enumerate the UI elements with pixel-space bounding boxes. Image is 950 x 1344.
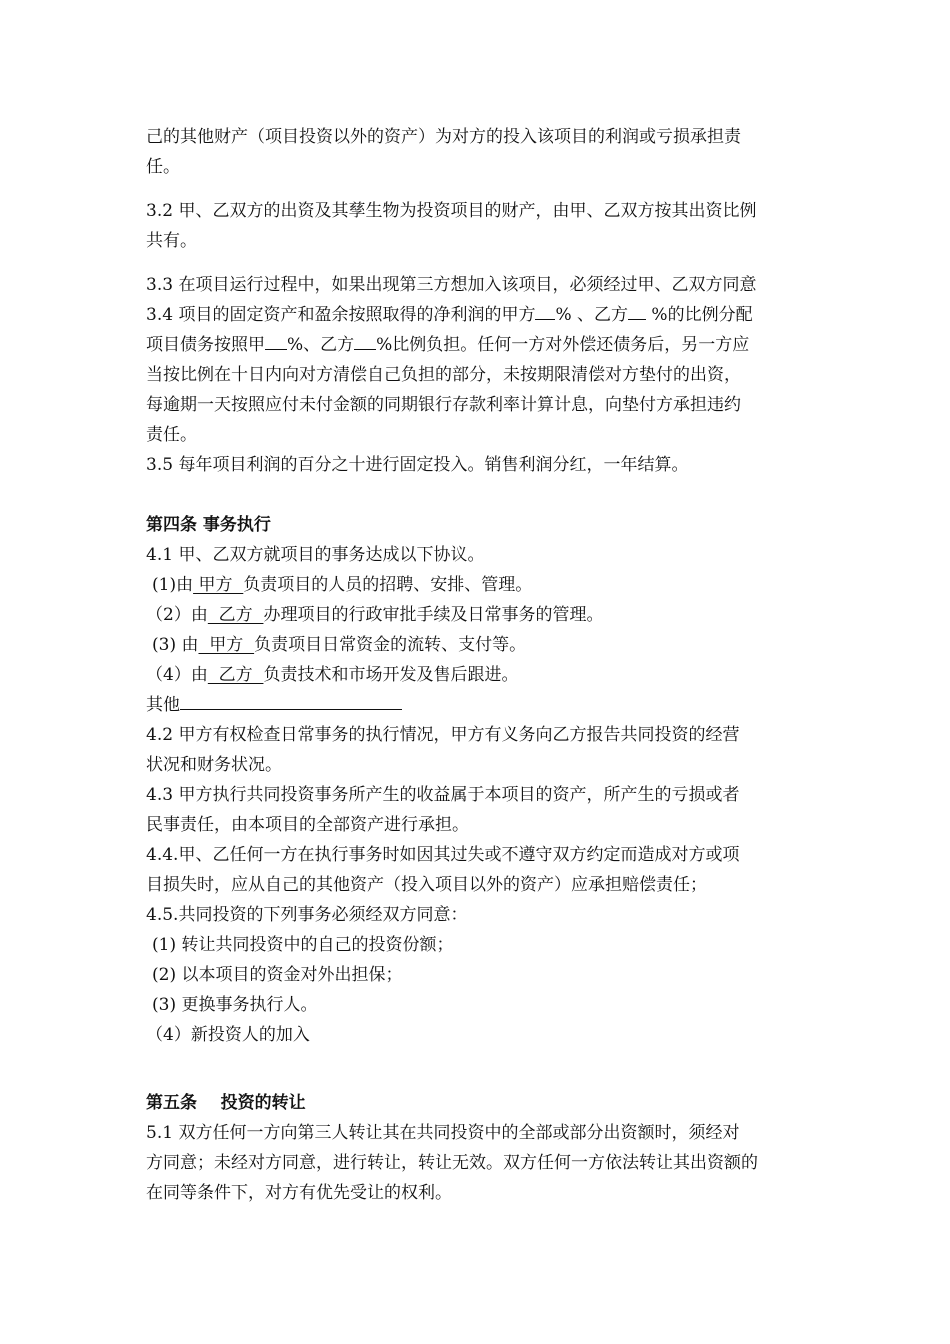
party-yi: 乙方: [207, 665, 264, 685]
article-5-heading: 第五条 投资的转让: [146, 1093, 306, 1113]
para-3-4-line1: 3.4 项目的固定资产和盈余按照取得的净利润的甲方 % 、乙方 %的比例分配: [146, 300, 810, 330]
para-4-2-line2: 状况和财务状况。: [146, 755, 282, 775]
list-item-4-5-3: (3) 更换事务执行人。: [152, 995, 318, 1015]
para-4-3-line2: 民事责任，由本项目的全部资产进行承担。: [146, 815, 469, 835]
para-5-1-line1: 5.1 双方任何一方向第三人转让其在共同投资中的全部或部分出资额时，须经对: [146, 1123, 740, 1143]
list-item-4-5-1: (1) 转让共同投资中的自己的投资份额；: [152, 935, 454, 955]
para-3-5: 3.5 每年项目利润的百分之十进行固定投入。销售利润分红，一年结算。: [146, 455, 689, 475]
para-4-5: 4.5.共同投资的下列事务必须经双方同意：: [146, 905, 468, 925]
blank-jia-profit: [535, 301, 555, 320]
para-3-2-line2: 共有。: [146, 231, 197, 251]
para-5-1-line3: 在同等条件下，对方有优先受让的权利。: [146, 1183, 452, 1203]
list-item-4-1-1: (1)由 甲方 负责项目的人员的招聘、安排、管理。: [152, 575, 533, 595]
para-3-4-line4: 每逾期一天按照应付未付金额的同期银行存款利率计算计息，向垫付方承担违约: [146, 395, 741, 415]
para-3-1-cont-line2: 任。: [146, 157, 180, 177]
para-4-1: 4.1 甲、乙双方就项目的事务达成以下协议。: [146, 545, 485, 565]
list-item-4-5-4: （4）新投资人的加入: [146, 1025, 310, 1045]
party-jia: 甲方: [198, 635, 255, 655]
list-item-4-1-4: （4）由 乙方 负责技术和市场开发及售后跟进。: [146, 665, 519, 685]
para-4-3-line1: 4.3 甲方执行共同投资事务所产生的收益属于本项目的资产，所产生的亏损或者: [146, 785, 740, 805]
list-item-4-1-2: （2）由 乙方 办理项目的行政审批手续及日常事务的管理。: [146, 605, 604, 625]
list-item-4-5-2: (2) 以本项目的资金对外出担保；: [152, 965, 403, 985]
blank-yi-profit: [628, 301, 646, 320]
party-jia: 甲方: [193, 575, 244, 595]
para-4-2-line1: 4.2 甲方有权检查日常事务的执行情况，甲方有义务向乙方报告共同投资的经营: [146, 725, 740, 745]
para-3-3: 3.3 在项目运行过程中，如果出现第三方想加入该项目，必须经过甲、乙双方同意: [146, 275, 757, 295]
para-3-4-line2: 项目债务按照甲 %、乙方 %比例负担。任何一方对外偿还债务后，另一方应: [146, 330, 810, 360]
para-5-1-line2: 方同意；未经对方同意，进行转让，转让无效。双方任何一方依法转让其出资额的: [146, 1153, 758, 1173]
other-line: 其他: [146, 690, 810, 720]
party-yi: 乙方: [207, 605, 264, 625]
list-item-4-1-3: (3) 由 甲方 负责项目日常资金的流转、支付等。: [152, 635, 527, 655]
blank-jia-debt: [265, 331, 287, 350]
para-4-4-line1: 4.4.甲、乙任何一方在执行事务时如因其过失或不遵守双方约定而造成对方或项: [146, 845, 740, 865]
blank-other: [180, 691, 402, 710]
para-4-4-line2: 目损失时，应从自己的其他资产（投入项目以外的资产）应承担赔偿责任；: [146, 875, 707, 895]
article-4-heading: 第四条 事务执行: [146, 515, 271, 535]
blank-yi-debt: [354, 331, 376, 350]
para-3-4-line5: 责任。: [146, 425, 197, 445]
para-3-1-cont-line1: 己的其他财产（项目投资以外的资产）为对方的投入该项目的利润或亏损承担责: [146, 127, 741, 147]
para-3-2-line1: 3.2 甲、乙双方的出资及其孳生物为投资项目的财产，由甲、乙双方按其出资比例: [146, 201, 757, 221]
para-3-4-line3: 当按比例在十日内向对方清偿自己负担的部分，未按期限清偿对方垫付的出资，: [146, 365, 741, 385]
